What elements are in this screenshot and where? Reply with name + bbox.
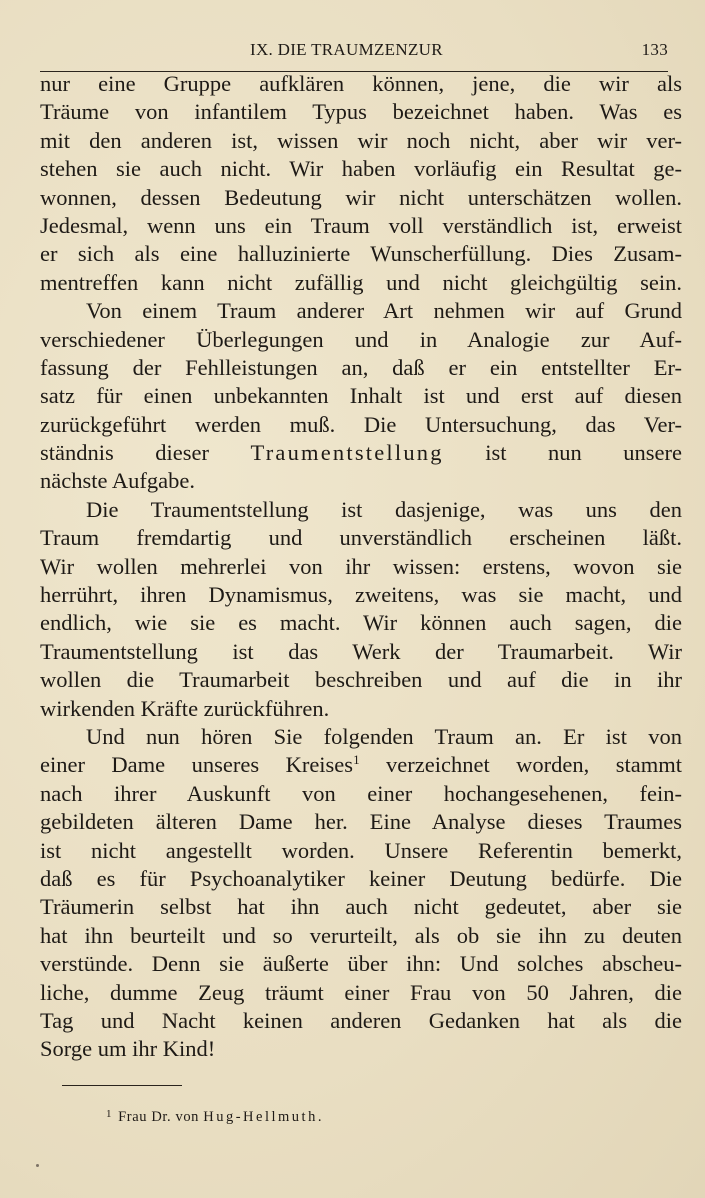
page-header [40,36,668,64]
page-number: 133 [641,40,668,59]
text-segment: ständnis dieser [40,440,210,466]
text-line: Träumerin selbst hat ihn auch nicht gedeutet, aber sie [40,894,682,920]
text-line: nur eine Gruppe aufklären können, jene, die wir als [40,71,682,96]
text-line-mixed [40,751,682,779]
text-line: Die Traumentstellung ist dasjenige, was uns den [86,496,682,522]
text-line: nach ihrer Auskunft von einer hochangesehenen, fein- [40,780,682,806]
footnote [106,1108,324,1126]
text-line: Traum fremdartig und unverständlich erscheinen läßt. [40,525,682,551]
text-line: herrührt, ihren Dynamismus, zweitens, was sie macht, und [40,582,682,608]
text-line: nächste Aufgabe. [40,468,195,494]
text-line: zurückgeführt werden muß. Die Untersuchung, das Ver- [40,411,682,437]
text-line: Traumentstellung ist das Werk der Traumarbeit. Wir [40,638,682,664]
text-line: mentreffen kann nicht zufällig und nicht gleichgültig sein. [40,269,682,295]
emphasized-term: Traumentstellung [250,440,444,466]
text-line: wollen die Traumarbeit beschreiben und auf die in ihr [40,667,682,693]
text-line: satz für einen unbekannten Inhalt ist und erst auf diesen [40,383,682,409]
paragraph-3 [40,496,682,723]
text-line: wonnen, dessen Bedeutung wir nicht unterschätzen wollen. [40,184,682,210]
footnote-marker: 1 [353,752,360,768]
text-line: Sorge um ihr Kind! [40,1036,216,1062]
text-line: gebildeten älteren Dame her. Eine Analyse dieses Traumes [40,809,682,835]
text-line: daß es für Psychoanalytiker keiner Deutung bedürfe. Die [40,865,682,891]
text-line: wirkenden Kräfte zurückführen. [40,695,330,721]
text-line: verschiedener Überlegungen und in Analogie zur Auf- [40,326,682,352]
text-line: Tag und Nacht keinen anderen Gedanken hat als die [40,1007,682,1033]
text-line-mixed [40,439,682,467]
text-line: Von einem Traum anderer Art nehmen wir auf Grund [86,298,682,324]
text-line: stehen sie auch nicht. Wir haben vorläufig ein Resultat ge- [40,156,682,182]
text-segment: verzeichnet worden, stammt [386,752,682,778]
text-line: endlich, wie sie es macht. Wir können auch sagen, die [40,610,682,636]
footnote-prefix: Frau Dr. von [118,1109,200,1125]
paragraph-4 [40,723,682,1064]
footnote-number: 1 [106,1108,113,1120]
text-line: Wir wollen mehrerlei von ihr wissen: erstens, wovon sie [40,553,682,579]
text-line: liche, dumme Zeug träumt einer Frau von 50 Jahren, die [40,979,682,1005]
paragraph-2 [40,297,682,496]
footnote-rule [62,1085,182,1086]
text-segment: ist nun unsere [485,440,682,466]
text-segment: einer Dame unseres Kreises [40,752,354,778]
paper-speck [36,1164,39,1167]
text-line: hat ihn beurteilt und so verurteilt, als ob sie ihn zu deuten [40,922,682,948]
paragraph-1 [40,70,682,297]
running-title: IX. DIE TRAUMZENZUR [250,40,443,59]
text-line: fassung der Fehlleistungen an, daß er ein entstellter Er- [40,354,682,380]
text-line: er sich als eine halluzinierte Wunscherfüllung. Dies Zusam- [40,241,682,267]
text-line: mit den anderen ist, wissen wir noch nicht, aber wir ver- [40,127,682,153]
text-line: Träume von infantilem Typus bezeichnet haben. Was es [40,99,682,125]
text-line: Jedesmal, wenn uns ein Traum voll verständlich ist, erweist [40,212,682,238]
text-line: ist nicht angestellt worden. Unsere Referentin bemerkt, [40,837,682,863]
text-line: Und nun hören Sie folgenden Traum an. Er ist von [86,723,682,749]
body-text [40,70,682,1064]
footnote-name: Hug-Hellmuth. [203,1109,324,1125]
book-page [40,28,682,1178]
text-line: verstünde. Denn sie äußerte über ihn: Und solches abscheu- [40,951,682,977]
